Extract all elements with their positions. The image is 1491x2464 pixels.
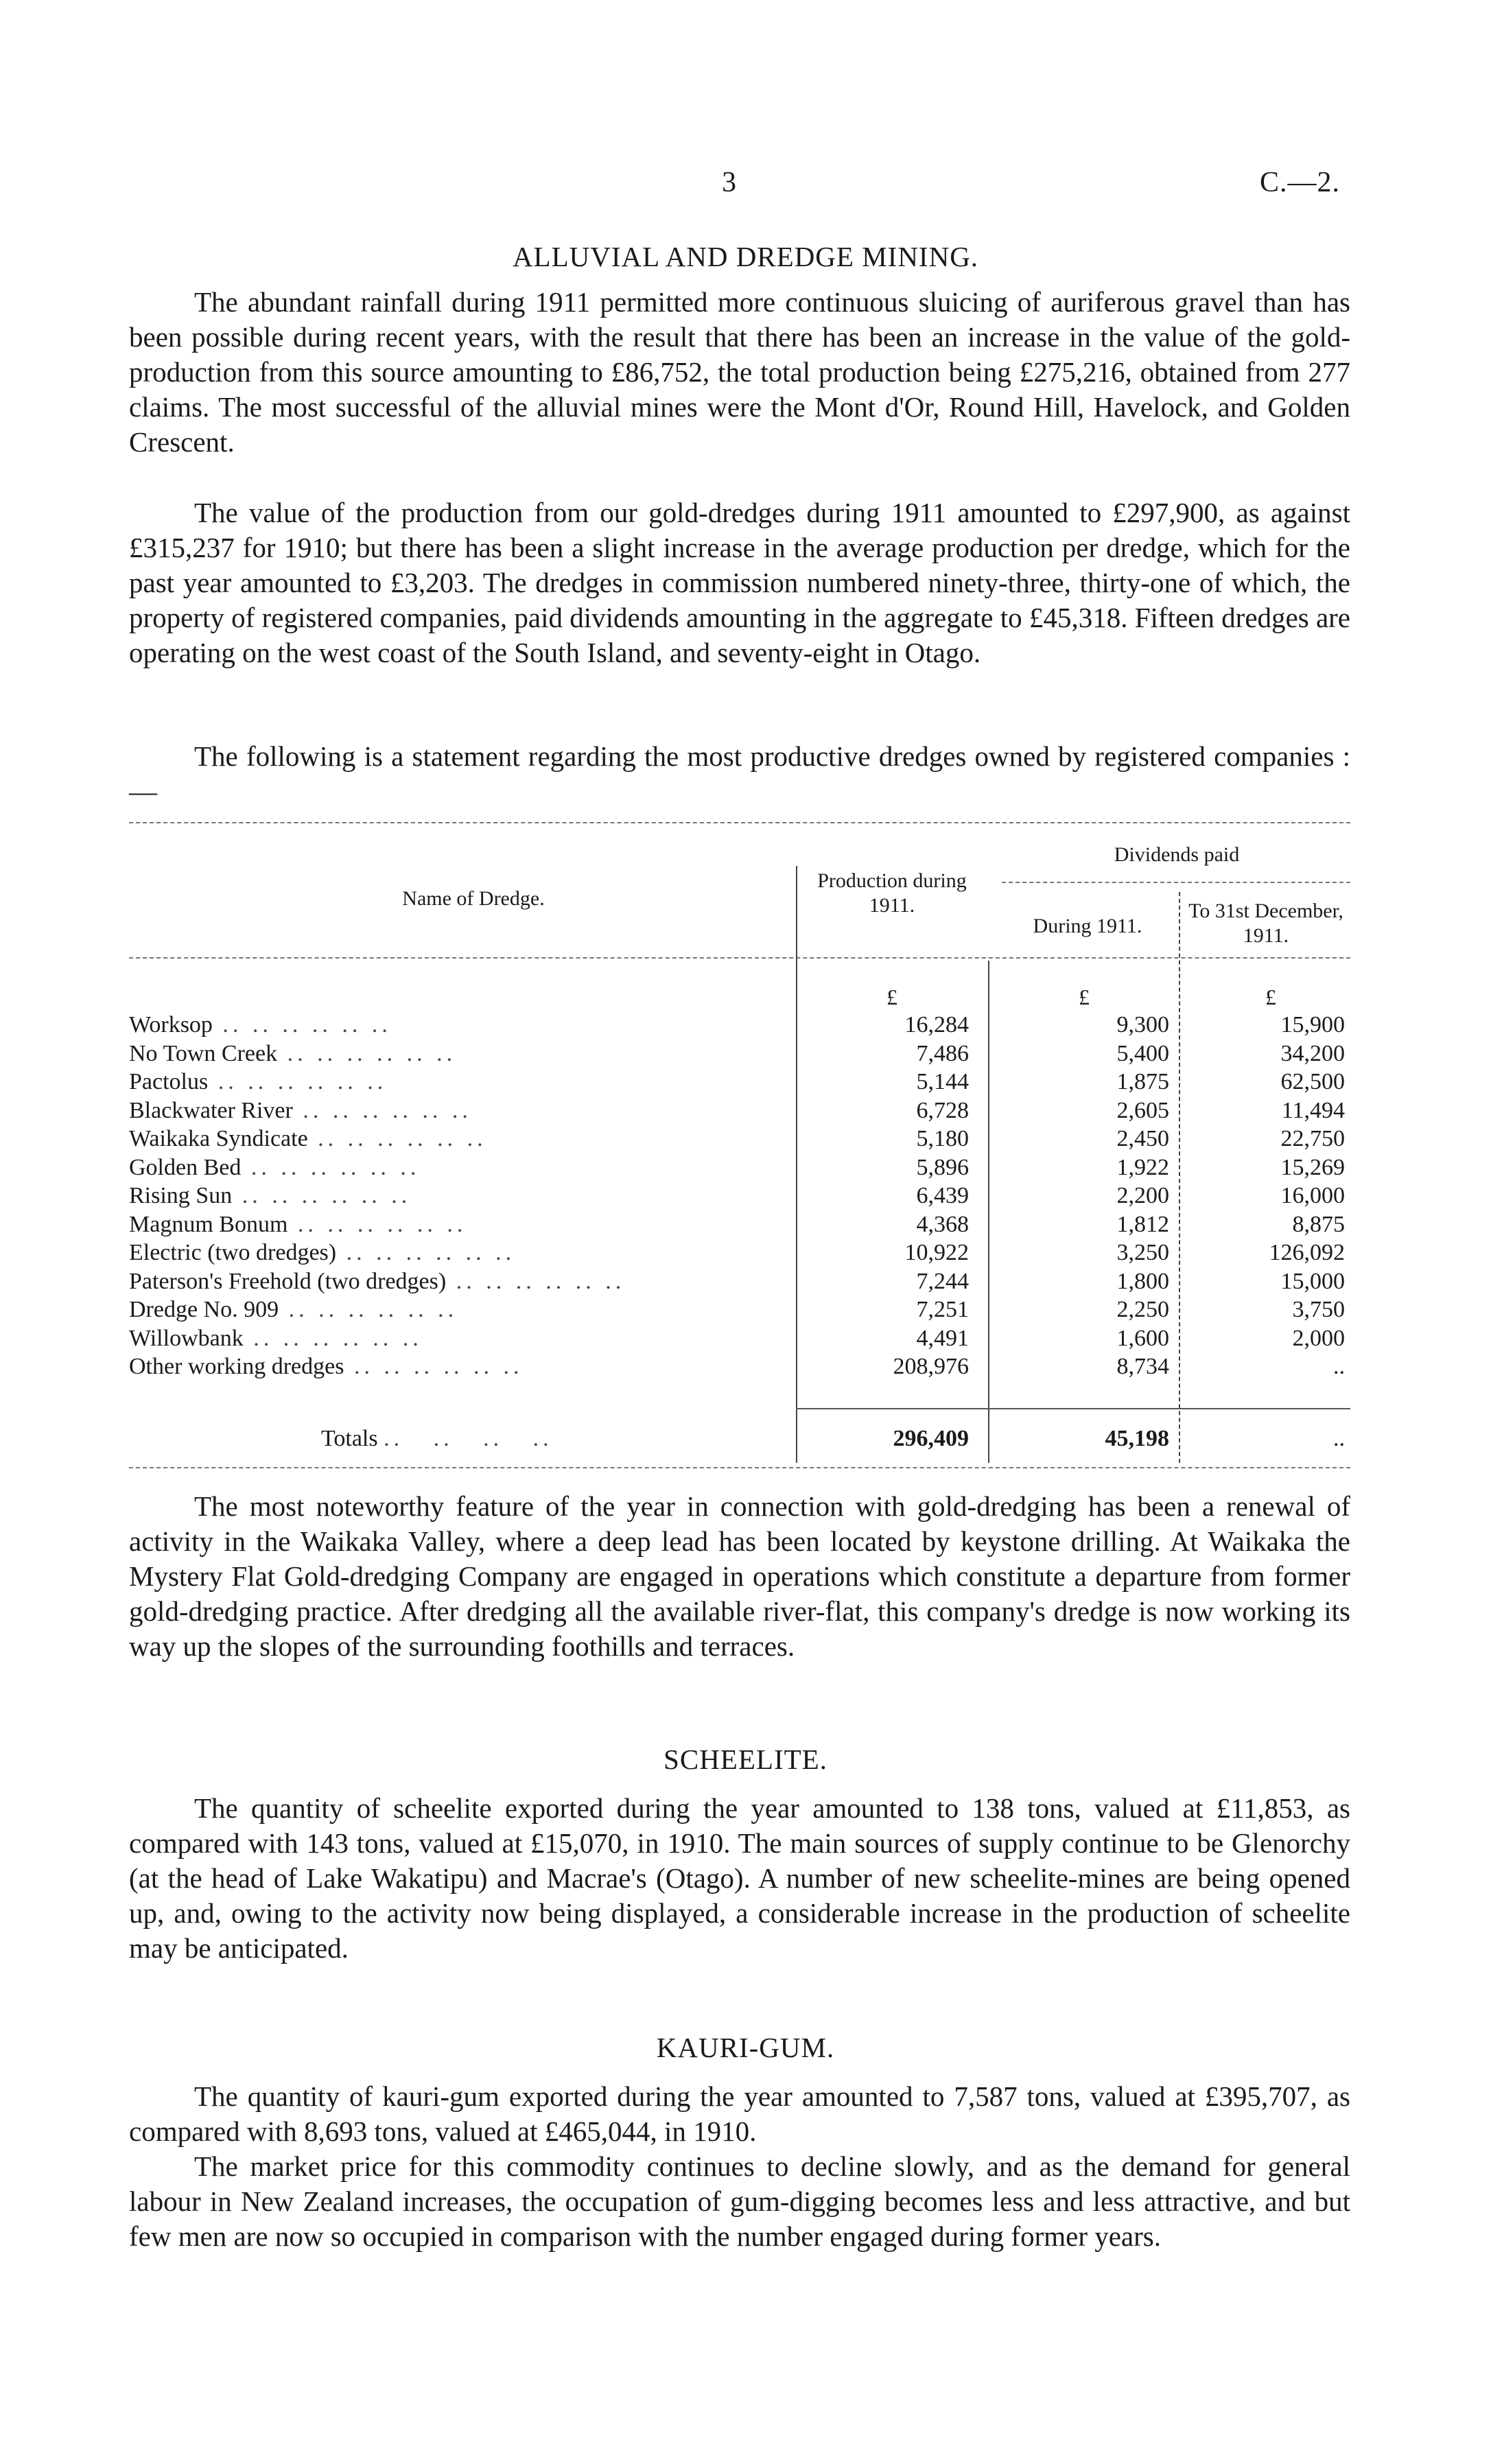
dredge-name bbox=[129, 1012, 788, 1038]
dredge-name-text: Worksop bbox=[129, 1012, 213, 1037]
table-row bbox=[0, 1326, 1491, 1354]
paragraph-alluvial-2: The value of the production from our gold-dredges during 1911 amounted to £297,900, as against £315,237 for 1910; but there has been a slight increase in the average production per dredge, which for the past year amounted to £3,203. The dredges in commission numbered ninety-three, thirty-one of which, the property of registered companies, paid dividends amounting in the aggregate to £45,318. Fifteen dredges are operating on the west coast of the South Island, and seventy-eight in Otago. bbox=[129, 497, 1350, 668]
dredge-name-text: Electric (two dredges) bbox=[129, 1240, 337, 1265]
table-row bbox=[0, 1269, 1491, 1298]
dividend-total-value: 34,200 bbox=[1280, 1040, 1345, 1066]
totals-div-total: .. bbox=[1333, 1426, 1345, 1451]
dredge-name bbox=[129, 1240, 788, 1266]
unit-div-total: £ bbox=[1265, 985, 1276, 1009]
leader-dots: .. .. .. .. .. .. bbox=[243, 1325, 423, 1351]
paragraph-scheelite-1: The quantity of scheelite exported during the year amounted to 138 tons, valued at £11,853, as compared with 143 tons, valued at £15,070, in 1910. The main sources of supply continue to be Glenorchy (at the head of Lake Wakatipu) and Macrae's (Otago). A number of new scheelite-mines are being opened up, and, owing to the activity now being displayed, a considerable increase in the production of scheelite may be anticipated. bbox=[129, 1792, 1350, 1964]
table-row bbox=[0, 1354, 1491, 1383]
section-heading-kauri-gum: KAURI-GUM. bbox=[656, 2032, 835, 2063]
column-header-div-1911: During 1911. bbox=[1033, 915, 1142, 937]
production-value: 5,896 bbox=[916, 1154, 969, 1180]
totals-div-1911: 45,198 bbox=[1105, 1426, 1169, 1451]
section-heading-scheelite: SCHEELITE. bbox=[664, 1744, 827, 1775]
production-value: 7,251 bbox=[916, 1297, 969, 1322]
production-value: 5,180 bbox=[916, 1126, 969, 1151]
leader-dots: .. .. .. .. .. .. bbox=[208, 1069, 388, 1094]
paragraph-alluvial-3: The following is a statement regarding the most productive dredges owned by registered companies :— bbox=[129, 740, 1350, 807]
leader-dots: .. .. .. .. .. .. bbox=[212, 1012, 392, 1037]
dredge-name bbox=[129, 1326, 788, 1352]
dredge-name-text: Golden Bed bbox=[129, 1154, 242, 1180]
page-header bbox=[0, 166, 1491, 207]
dredge-name-text: Rising Sun bbox=[129, 1183, 233, 1208]
production-value: 6,728 bbox=[916, 1097, 969, 1123]
header-bottom-rule bbox=[129, 957, 1350, 959]
dividend-total-value: 15,900 bbox=[1280, 1012, 1345, 1037]
dredge-name-text: Paterson's Freehold (two dredges) bbox=[129, 1268, 447, 1294]
production-value: 208,976 bbox=[893, 1354, 969, 1379]
dividend-1911-value: 2,605 bbox=[1116, 1097, 1169, 1123]
table-row bbox=[0, 1069, 1491, 1098]
paragraph-kauri-gum-1: The quantity of kauri-gum exported during the year amounted to 7,587 tons, valued at £395,707, as compared with 8,693 tons, valued at £465,044, in 1910. bbox=[129, 2080, 1350, 2147]
production-value: 16,284 bbox=[904, 1012, 969, 1037]
dividend-1911-value: 1,600 bbox=[1116, 1325, 1169, 1351]
leader-dots: .. .. .. .. .. .. bbox=[277, 1040, 457, 1066]
table-row bbox=[0, 1240, 1491, 1269]
dredge-name-text: Other working dredges bbox=[129, 1354, 344, 1379]
dividend-1911-value: 1,800 bbox=[1116, 1268, 1169, 1294]
page-number: 3 bbox=[722, 167, 736, 198]
dividend-1911-value: 1,812 bbox=[1116, 1211, 1169, 1237]
table-row bbox=[0, 1012, 1491, 1041]
dividend-total-value: 126,092 bbox=[1269, 1240, 1345, 1265]
dividend-total-value: 15,269 bbox=[1280, 1154, 1345, 1180]
dividend-1911-value: 1,922 bbox=[1116, 1154, 1169, 1180]
dredge-name bbox=[129, 1069, 788, 1095]
dredge-name-text: Magnum Bonum bbox=[129, 1211, 288, 1237]
dredge-name bbox=[129, 1126, 788, 1152]
table-row bbox=[0, 1126, 1491, 1155]
dividend-1911-value: 2,200 bbox=[1116, 1183, 1169, 1208]
leader-dots: .. .. .. .. .. .. bbox=[287, 1211, 467, 1237]
dividend-total-value: 2,000 bbox=[1292, 1325, 1345, 1351]
dredge-name-text: Dredge No. 909 bbox=[129, 1297, 279, 1322]
table-row bbox=[0, 1183, 1491, 1212]
dividend-1911-value: 5,400 bbox=[1116, 1040, 1169, 1066]
dividend-total-value: 62,500 bbox=[1280, 1069, 1345, 1094]
table-row bbox=[0, 1098, 1491, 1127]
dredge-name bbox=[129, 1155, 788, 1181]
production-value: 6,439 bbox=[916, 1183, 969, 1208]
dividend-total-value: 16,000 bbox=[1280, 1183, 1345, 1208]
leader-dots: .. .. .. .. .. .. bbox=[292, 1097, 472, 1123]
leader-dots: .. .. .. .. .. .. bbox=[336, 1240, 516, 1265]
dividend-1911-value: 2,450 bbox=[1116, 1126, 1169, 1151]
dividend-total-value: 15,000 bbox=[1280, 1268, 1345, 1294]
leader-dots: .. .. .. .. .. .. bbox=[446, 1268, 626, 1294]
dredge-name bbox=[129, 1212, 788, 1238]
leader-dots: .. .. .. .. .. .. bbox=[344, 1354, 524, 1379]
column-header-div-total: To 31st December, 1911. bbox=[1188, 900, 1343, 947]
totals-production: 296,409 bbox=[893, 1426, 969, 1451]
dredge-name bbox=[129, 1183, 788, 1209]
dividends-subrule bbox=[1002, 882, 1350, 883]
dividend-1911-value: 3,250 bbox=[1116, 1240, 1169, 1265]
leader-dots: .. .. .. .. .. .. bbox=[307, 1126, 487, 1151]
dredge-name bbox=[129, 1297, 788, 1323]
leader-dots: .. .. .. .. .. .. bbox=[241, 1154, 421, 1180]
dividend-total-value: 22,750 bbox=[1280, 1126, 1345, 1151]
dividend-total-value: 8,875 bbox=[1292, 1211, 1345, 1237]
totals-top-rule bbox=[796, 1408, 1350, 1409]
totals-row bbox=[0, 1426, 1491, 1455]
dividend-1911-value: 1,875 bbox=[1116, 1069, 1169, 1094]
leader-dots: .. .. .. .. .. .. bbox=[232, 1183, 412, 1208]
dredge-name bbox=[129, 1269, 788, 1295]
production-value: 4,368 bbox=[916, 1211, 969, 1237]
paragraph-alluvial-4: The most noteworthy feature of the year in connection with gold-dredging has been a renewal of activity in the Waikaka Valley, where a deep lead has been located by keystone drilling. At Waikaka the Mystery Flat Gold-dredging Company are engaged in operations which constitute a departure from former gold-dredging practice. After dredging all the available river-flat, this company's dredge is now working its way up the slopes of the surrounding foothills and terraces. bbox=[129, 1490, 1350, 1662]
dredge-name-text: Waikaka Syndicate bbox=[129, 1126, 308, 1151]
production-value: 7,486 bbox=[916, 1040, 969, 1066]
dredge-name bbox=[129, 1098, 788, 1124]
production-value: 10,922 bbox=[904, 1240, 969, 1265]
column-header-production: Production during 1911. bbox=[817, 869, 967, 917]
paragraph-kauri-gum-2: The market price for this commodity continues to decline slowly, and as the demand for general labour in New Zealand increases, the occupation of gum-digging becomes less and less attractive, and but few men are now so occupied in comparison with the number engaged during former years. bbox=[129, 2150, 1350, 2252]
dredge-name-text: Willowbank bbox=[129, 1325, 244, 1351]
leader-dots: .. .. .. .. .. .. bbox=[279, 1297, 458, 1322]
dividend-1911-value: 9,300 bbox=[1116, 1012, 1169, 1037]
table-top-rule bbox=[129, 822, 1350, 823]
dredge-name-text: Pactolus bbox=[129, 1069, 209, 1094]
dividend-total-value: .. bbox=[1333, 1354, 1345, 1379]
column-header-name: Name of Dredge. bbox=[402, 887, 545, 910]
document-reference: C.—2. bbox=[1259, 167, 1340, 198]
production-value: 4,491 bbox=[916, 1325, 969, 1351]
dividend-total-value: 11,494 bbox=[1281, 1097, 1345, 1123]
section-heading-alluvial: ALLUVIAL AND DREDGE MINING. bbox=[512, 241, 979, 272]
unit-div-1911: £ bbox=[1079, 985, 1090, 1009]
dividend-1911-value: 8,734 bbox=[1116, 1354, 1169, 1379]
dredge-name-text: No Town Creek bbox=[129, 1040, 278, 1066]
column-header-dividends: Dividends paid bbox=[1114, 843, 1240, 866]
paragraph-alluvial-1: The abundant rainfall during 1911 permitted more continuous sluicing of auriferous gravel than has been possible during recent years, with the result that there has been an increase in the value of the gold-production from this source amounting to £86,752, the total production being £275,216, obtained from 277 claims. The most successful of the alluvial mines were the Mont d'Or, Round Hill, Havelock, and Golden Crescent. bbox=[129, 286, 1350, 458]
table-row bbox=[0, 1155, 1491, 1184]
production-value: 5,144 bbox=[916, 1069, 969, 1094]
table-row bbox=[0, 1212, 1491, 1241]
production-value: 7,244 bbox=[916, 1268, 969, 1294]
table-row bbox=[0, 1297, 1491, 1326]
table-bottom-rule bbox=[129, 1467, 1350, 1468]
unit-production: £ bbox=[887, 985, 897, 1009]
totals-label: Totals .. .. .. .. bbox=[321, 1426, 553, 1451]
dividend-1911-value: 2,250 bbox=[1116, 1297, 1169, 1322]
table-row bbox=[0, 1041, 1491, 1070]
dredge-name bbox=[129, 1354, 788, 1380]
dividend-total-value: 3,750 bbox=[1292, 1297, 1345, 1322]
dredge-name-text: Blackwater River bbox=[129, 1097, 293, 1123]
dredge-name bbox=[129, 1041, 788, 1067]
